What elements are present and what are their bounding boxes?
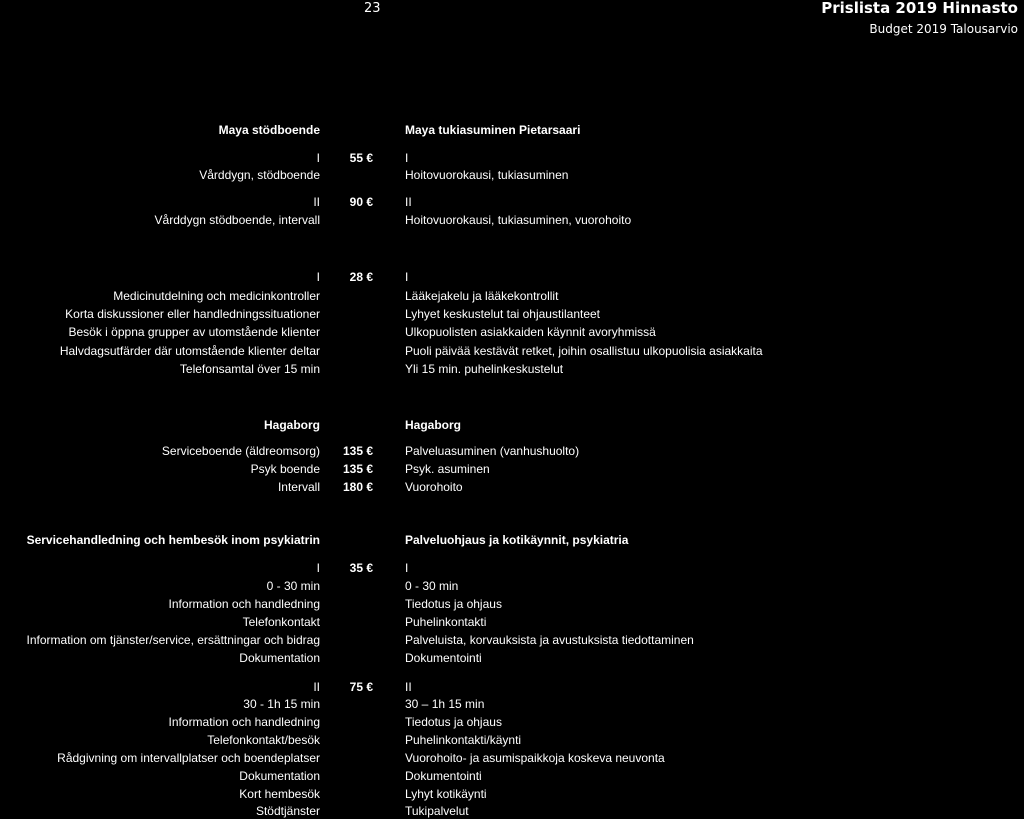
- row-label-sv: I: [316, 270, 320, 284]
- row-label-sv: Information om tjänster/service, ersättningar och bidrag: [26, 633, 320, 647]
- row-label-fi: Puoli päivää kestävät retket, joihin osallistuu ulkopuolisia asiakkaita: [405, 344, 763, 358]
- row-label-sv: Serviceboende (äldreomsorg): [161, 444, 320, 458]
- row-label-fi: II: [405, 195, 412, 209]
- row-label-sv: Halvdagsutfärder där utomstående klienter deltar: [59, 344, 320, 358]
- row-label-sv: Medicinutdelning och medicinkontroller: [113, 289, 320, 303]
- row-label-fi: II: [405, 680, 412, 694]
- row-price: 180 €: [342, 480, 373, 494]
- row-label-fi: Vuorohoito- ja asumispaikkoja koskeva neuvonta: [405, 751, 665, 765]
- row-label-sv: 30 - 1h 15 min: [243, 697, 320, 711]
- row-label-fi: 30 – 1h 15 min: [405, 697, 485, 711]
- row-label-sv: Stödtjänster: [255, 804, 320, 818]
- row-label-fi: Tiedotus ja ohjaus: [405, 715, 502, 729]
- row-price: 28 €: [349, 270, 373, 284]
- row-label-sv: Dokumentation: [239, 651, 320, 665]
- section-heading-fi: Palveluohjaus ja kotikäynnit, psykiatria: [405, 533, 629, 547]
- row-label-sv: 0 - 30 min: [266, 579, 320, 593]
- row-label-fi: Lääkejakelu ja lääkekontrollit: [405, 289, 559, 303]
- row-label-sv: Korta diskussioner eller handledningssituationer: [65, 307, 320, 321]
- row-label-fi: Palveluista, korvauksista ja avustuksista tiedottaminen: [405, 633, 694, 647]
- row-label-fi: Tiedotus ja ohjaus: [405, 597, 502, 611]
- row-label-fi: Lyhyet keskustelut tai ohjaustilanteet: [405, 307, 601, 321]
- row-label-fi: Puhelinkontakti/käynti: [405, 733, 522, 747]
- row-price: 55 €: [349, 151, 373, 165]
- row-price: 135 €: [342, 444, 373, 458]
- row-price: 135 €: [342, 462, 373, 476]
- section-heading-sv: Hagaborg: [263, 418, 320, 432]
- row-label-sv: Besök i öppna grupper av utomstående klienter: [68, 325, 320, 339]
- section-heading-fi: Maya tukiasuminen Pietarsaari: [405, 123, 581, 137]
- row-label-sv: Information och handledning: [168, 597, 320, 611]
- section-heading-fi: Hagaborg: [405, 418, 462, 432]
- row-label-sv: Telefonkontakt/besök: [207, 733, 320, 747]
- row-label-fi: Tukipalvelut: [405, 804, 469, 818]
- document-subtitle: Budget 2019 Talousarvio: [869, 22, 1018, 36]
- row-label-fi: I: [405, 151, 409, 165]
- row-price: 75 €: [349, 680, 373, 694]
- row-label-fi: Lyhyt kotikäynti: [405, 787, 487, 801]
- row-label-sv: II: [313, 195, 320, 209]
- row-label-sv: Psyk boende: [250, 462, 320, 476]
- section-heading-sv: Maya stödboende: [218, 123, 320, 137]
- section-heading-sv: Servicehandledning och hembesök inom psykiatrin: [26, 533, 320, 547]
- row-label-sv: I: [316, 561, 320, 575]
- row-label-fi: 0 - 30 min: [405, 579, 459, 593]
- row-label-fi: Hoitovuorokausi, tukiasuminen, vuorohoito: [405, 213, 632, 227]
- row-label-sv: Kort hembesök: [239, 787, 320, 801]
- row-label-fi: I: [405, 270, 409, 284]
- row-label-sv: Rådgivning om intervallplatser och boendeplatser: [57, 751, 320, 765]
- row-label-sv: II: [313, 680, 320, 694]
- row-label-fi: Dokumentointi: [405, 651, 482, 665]
- row-label-sv: Vårddygn stödboende, intervall: [154, 213, 320, 227]
- row-label-fi: I: [405, 561, 409, 575]
- row-label-sv: Information och handledning: [168, 715, 320, 729]
- document-title: Prislista 2019 Hinnasto: [821, 0, 1018, 17]
- row-label-sv: I: [316, 151, 320, 165]
- row-label-fi: Dokumentointi: [405, 769, 482, 783]
- row-price: 35 €: [349, 561, 373, 575]
- row-label-fi: Psyk. asuminen: [405, 462, 490, 476]
- row-label-sv: Dokumentation: [239, 769, 320, 783]
- row-label-fi: Vuorohoito: [405, 480, 463, 494]
- row-label-fi: Palveluasuminen (vanhushuolto): [405, 444, 580, 458]
- row-label-fi: Ulkopuolisten asiakkaiden käynnit avoryhmissä: [405, 325, 656, 339]
- row-label-sv: Vårddygn, stödboende: [199, 168, 320, 182]
- row-label-sv: Telefonkontakt: [242, 615, 320, 629]
- row-label-fi: Yli 15 min. puhelinkeskustelut: [405, 362, 564, 376]
- row-label-fi: Puhelinkontakti: [405, 615, 487, 629]
- row-price: 90 €: [349, 195, 373, 209]
- page-number: 23: [364, 1, 381, 16]
- row-label-sv: Telefonsamtal över 15 min: [179, 362, 320, 376]
- row-label-fi: Hoitovuorokausi, tukiasuminen: [405, 168, 569, 182]
- row-label-sv: Intervall: [277, 480, 320, 494]
